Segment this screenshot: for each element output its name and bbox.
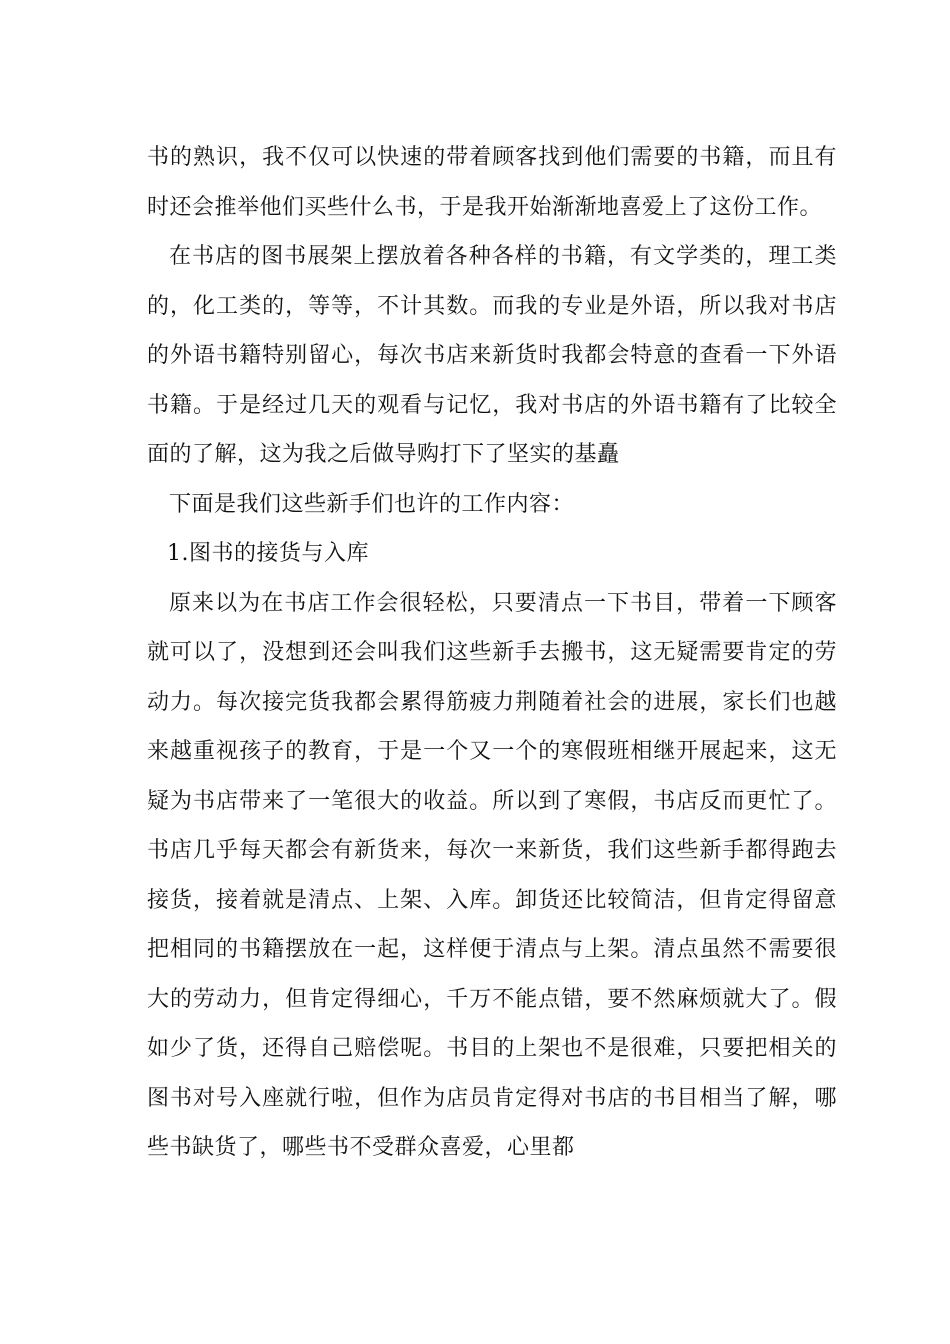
- paragraph-receiving: 原来以为在书店工作会很轻松，只要清点一下书目，带着一下顾客就可以了，没想到还会叫我们这些新手去搬书，这无疑需要肯定的劳动力。每次接完货我都会累得筋疲力荆随着社会的进展，家长们也越来越重视孩子的教育，于是一个又一个的寒假班相继开展起来，这无疑为书店带来了一笔很大的收益。所以到了寒假，书店反而更忙了。书店几乎每天都会有新货来，每次一来新货，我们这些新手都得跑去接货，接着就是清点、上架、入库。卸货还比较简洁，但肯定得留意把相同的书籍摆放在一起，这样便于清点与上架。清点虽然不需要很大的劳动力，但肯定得细心，千万不能点错，要不然麻烦就大了。假如少了货，还得自己赔偿呢。书目的上架也不是很难，只要把相关的图书对号入座就行啦，但作为店员肯定得对书店的书目相当了解，哪些书缺货了，哪些书不受群众喜爱，心里都: [147, 590, 837, 1160]
- paragraph-intro-tasks: 下面是我们这些新手们也许的工作内容：: [169, 491, 575, 517]
- document-body: [147, 133, 837, 1173]
- paragraph-continuation: 书的熟识，我不仅可以快速的带着顾客找到他们需要的书籍，而且有时还会推举他们买些什么书，于是我开始渐渐地喜爱上了这份工作。: [147, 145, 837, 220]
- section-heading-receiving: 1.图书的接货与入库: [167, 541, 369, 566]
- paragraph-bookshelf: 在书店的图书展架上摆放着各种各样的书籍，有文学类的，理工类的，化工类的，等等，不计其数。而我的专业是外语，所以我对书店的外语书籍特别留心，每次书店来新货时我都会特意的查看一下外语书籍。于是经过几天的观看与记忆，我对书店的外语书籍有了比较全面的了解，这为我之后做导购打下了坚实的基矗: [147, 244, 837, 467]
